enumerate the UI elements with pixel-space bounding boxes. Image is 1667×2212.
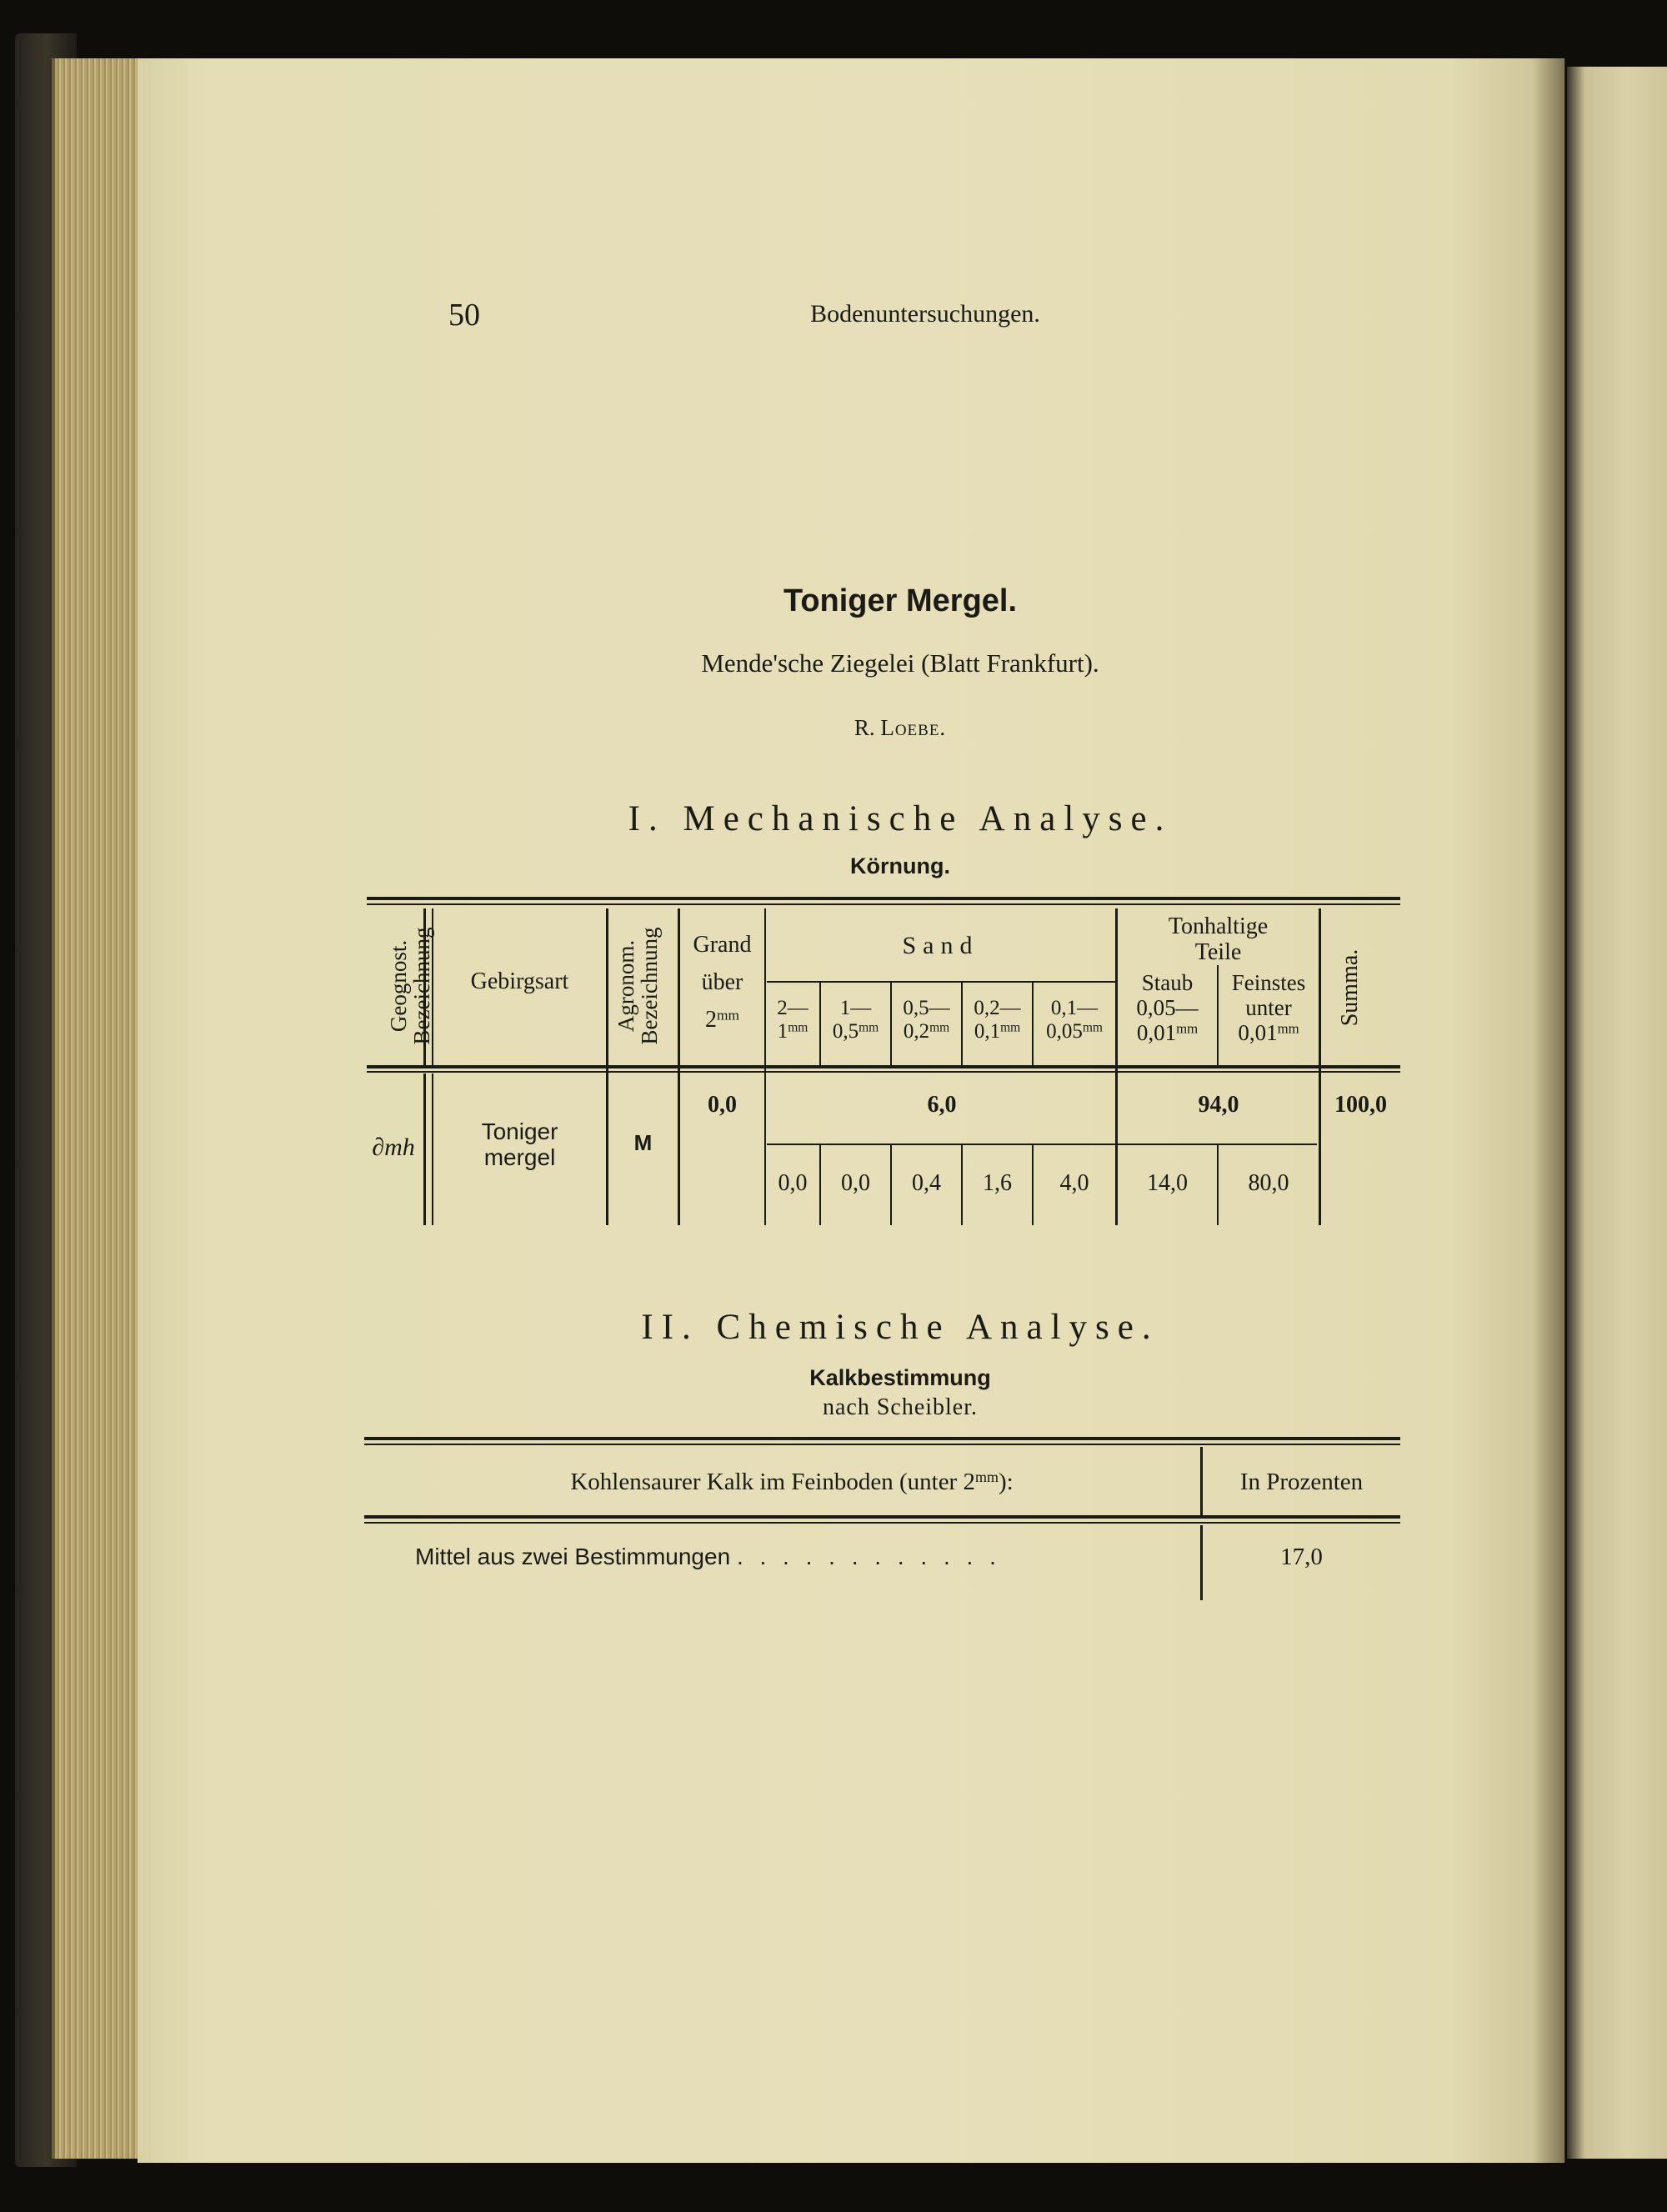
- author-name: Loebe.: [880, 715, 947, 740]
- table2-header-rule-thin: [364, 1522, 1400, 1524]
- sand-value-4: 1,6: [983, 1170, 1012, 1196]
- sand-value-5: 4,0: [1059, 1170, 1089, 1196]
- page-number: 50: [448, 298, 480, 333]
- author-initial: R.: [854, 715, 875, 740]
- page-subtitle: Mende'sche Ziegelei (Blatt Frankfurt).: [701, 648, 1099, 678]
- col-rule-geognost-b: [423, 1073, 426, 1225]
- table2-header-label: Kohlensaurer Kalk im Feinboden (unter $2^{mm}$):: [570, 1469, 1014, 1495]
- header-summa: Summa.: [1337, 948, 1363, 1027]
- page-gutter-shadow: [1532, 58, 1565, 2163]
- running-title: Bodenuntersuchungen.: [810, 300, 1040, 328]
- summa-value: 100,0: [1334, 1092, 1387, 1118]
- section-subheading-koernung: Körnung.: [850, 853, 950, 878]
- sand-total-value: 6,0: [927, 1092, 957, 1118]
- table2-top-rule-thin: [364, 1444, 1400, 1445]
- col-rule-ton-end: [1319, 908, 1321, 1225]
- facing-page: [1567, 67, 1667, 2159]
- section-subheading-kalk: Kalkbestimmung: [809, 1365, 991, 1390]
- header-feinstes: Feinstes unter $0,01^{mm}$: [1231, 970, 1306, 1046]
- table1-top-rule-thin: [367, 903, 1400, 905]
- page-title: Toniger Mergel.: [783, 583, 1018, 618]
- col-rule-gebirgsart: [606, 908, 608, 1225]
- section-heading-chemical: II. Chemische Analyse.: [641, 1308, 1159, 1347]
- staub-value: 14,0: [1147, 1170, 1188, 1196]
- gebirgsart-value: Toniger mergel: [481, 1119, 558, 1171]
- grand-value: 0,0: [708, 1092, 737, 1118]
- header-agronom: Agronom. Bezeichnung: [613, 927, 663, 1045]
- header-sand-col-1: 2— $1^{mm}$: [777, 997, 808, 1043]
- values-split-rule: [767, 1144, 1317, 1145]
- header-grand: Grand über $2^{mm}$: [680, 927, 764, 1038]
- header-gebirgsart: Gebirgsart: [470, 968, 569, 994]
- sand-value-2: 0,0: [841, 1170, 870, 1196]
- header-sand-col-5: 0,1— $0,05^{mm}$: [1046, 997, 1103, 1043]
- leader-dots: . . . . . . . . . . . .: [736, 1544, 1001, 1569]
- header-sand-col-3: 0,5— $0,2^{mm}$: [903, 997, 950, 1043]
- section-heading-mechanical: I. Mechanische Analyse.: [628, 799, 1173, 838]
- sand-value-1: 0,0: [778, 1170, 808, 1196]
- header-tonhaltige: Tonhaltige Teile: [1168, 913, 1269, 966]
- author: [733, 715, 1067, 741]
- header-sand-col-4: 0,2— $0,1^{mm}$: [974, 997, 1021, 1043]
- sand-value-3: 0,4: [912, 1170, 941, 1196]
- header-grand-size: $2^{mm}$: [704, 1006, 739, 1033]
- header-sand: Sand: [902, 932, 979, 959]
- page-edges: [52, 58, 145, 2159]
- ton-total-value: 94,0: [1198, 1092, 1239, 1118]
- feinstes-value: 80,0: [1248, 1170, 1289, 1196]
- table2-row-value: 17,0: [1280, 1544, 1323, 1570]
- table1-top-rule-thick: [367, 897, 1400, 900]
- table1-header-rule-thick: [367, 1065, 1400, 1068]
- header-geognost: Geognost. Bezeichnung: [386, 927, 435, 1045]
- table1-header-rule-thin: [367, 1071, 1400, 1073]
- table2-top-rule-thick: [364, 1437, 1400, 1440]
- table2-header-value: In Prozenten: [1239, 1469, 1364, 1495]
- header-staub: Staub 0,05— $0,01^{mm}$: [1136, 970, 1199, 1046]
- geognost-symbol: ∂mh: [372, 1134, 415, 1161]
- agronom-value: M: [633, 1130, 653, 1155]
- table2-row-label: Mittel aus zwei Bestimmungen . . . . . . . . . . . .: [415, 1544, 1001, 1569]
- section-subheading-scheibler: nach Scheibler.: [822, 1394, 979, 1420]
- header-sand-col-2: 1— $0,5^{mm}$: [832, 997, 879, 1043]
- table2-header-rule-thick: [364, 1515, 1400, 1519]
